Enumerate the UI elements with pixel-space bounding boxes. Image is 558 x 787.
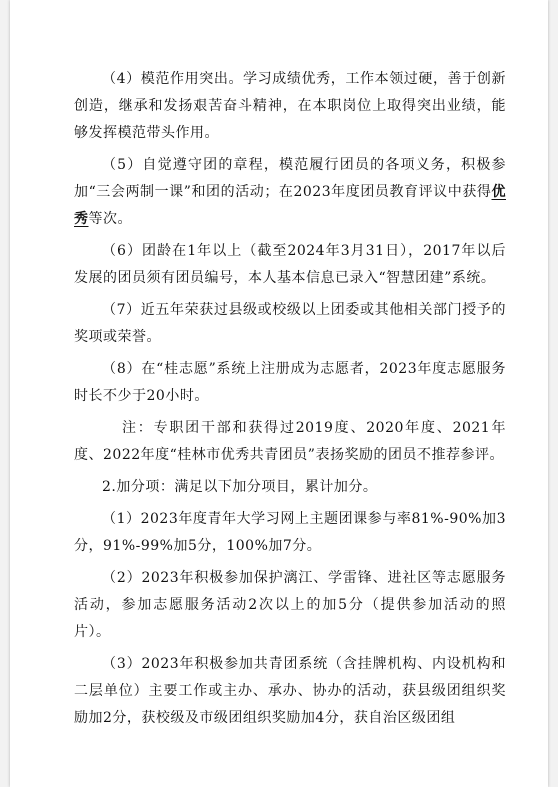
paragraph-bonus-activities: （3）2023年积极参加共青团系统（含挂牌机构、内设机构和二层单位）主要工作或主办、承办、协办的活动，获县级团组织奖励加2分，获校级及市级团组织奖励加4分，获自治区级团组 xyxy=(74,656,506,726)
paragraph-honors: （7）近五年荣获过县级或校级以上团委或其他相关部门授予的奖项或荣誉。 xyxy=(74,302,506,345)
paragraph-bonus-study: （1）2023年度青年大学习网上主题团课参与率81%-90%加3分，91%-99%加5分，100%加7分。 xyxy=(74,511,506,554)
paragraph-bonus-volunteer: （2）2023年积极参加保护漓江、学雷锋、进社区等志愿服务活动，参加志愿服务活动2次以上的加5分（提供参加活动的照片）。 xyxy=(74,570,506,640)
paragraph-league-age: （6）团龄在1年以上（截至2024年3月31日），2017年以后发展的团员须有团员编号，本人基本信息已录入“智慧团建”系统。 xyxy=(74,243,506,286)
paragraph-note: 注：专职团干部和获得过2019度、2020年度、2021年度、2022年度“桂林市优秀共青团员”表扬奖励的团员不推荐参评。 xyxy=(74,420,506,463)
paragraph-charter-compliance xyxy=(74,152,506,233)
excellent-grade-emphasis: 优秀 xyxy=(74,184,506,227)
paragraph-charter-tail: 等次。 xyxy=(88,211,132,227)
paragraph-role-model: （4）模范作用突出。学习成绩优秀，工作本领过硬，善于创新创造，继承和发扬艰苦奋斗精神，在本职岗位上取得突出业绩，能够发挥模范带头作用。 xyxy=(74,71,506,141)
paragraph-bonus-heading: 2.加分项：满足以下加分项目，累计加分。 xyxy=(102,479,378,495)
document-page xyxy=(10,0,548,787)
paragraph-volunteer-hours: （8）在“桂志愿”系统上注册成为志愿者，2023年度志愿服务时长不少于20小时。 xyxy=(74,361,506,404)
paragraph-charter-text: （5）自觉遵守团的章程，模范履行团员的各项义务，积极参加“三会两制一课”和团的活动；在2023年度团员教育评议中获得 xyxy=(74,157,506,200)
document-body xyxy=(74,66,506,732)
